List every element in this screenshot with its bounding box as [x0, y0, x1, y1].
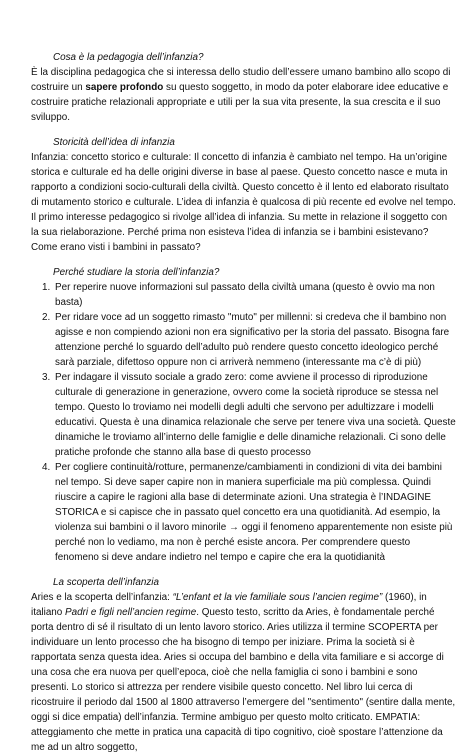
italic-text-run: “L’enfant et la vie familiale sous l’ancien regime” [172, 592, 383, 603]
section-heading-scoperta: La scoperta dell’infanzia [53, 577, 159, 588]
list-item: 3. Per indagare il vissuto sociale a grado zero: come avviene il processo di riproduzione culturale di generazione in generazione, ovvero come la società riproduce se stessa nel tempo. Questo lo troviamo nei modelli degli adulti che servono per adultizzare i modelli educativi. Questa è una dinamica relazionale che serve per tenere viva una società. Queste dinamiche le troviamo all’interno delle famiglie e delle dinamiche relazionali. Ci sono delle pratiche profonde che stanno alla base di questo processo [53, 370, 456, 460]
paragraph-pedagogia [31, 65, 456, 125]
document-page [31, 50, 456, 755]
text-run: Aries e la scoperta dell’infanzia: [31, 592, 173, 603]
text-run: su questo soggetto, in modo da poter elaborare idee educative e costruire pratiche relazionali appropriate e utili per la sua vita presente, la sua crescita e il suo sviluppo. [31, 82, 449, 123]
numbered-list [31, 280, 456, 565]
list-item: 4. Per cogliere continuità/rotture, permanenze/cambiamenti in condizioni di vita dei bambini nel tempo. Si deve saper capire non in maniera superficiale ma più complessa. Quindi riuscire a capire le ragioni alla base di determinate azioni. Una strategia è l’INDAGINE STORICA e si capisce che in passato quel concetto era una quotidianità. Ad esempio, la violenza sui bambini o il lavoro minorile → oggi il fenomeno apparentemente non esiste più perché non lo vediamo, ma non è perché esiste ancora. Per comprendere questo fenomeno si deve andare indietro nel tempo e capire che era la quotidianità [53, 460, 456, 565]
text-run: (1960), in italiano [31, 592, 427, 618]
text-run: . Questo testo, scritto da Aries, è fondamentale perché porta dentro di sé il risultato di un lento lavoro storico. Aries utilizza il termine SCOPERTA per individuare un lento processo che ha bisogno di tempo per iniziare. Prima la società si è rapportata senza questa idea. Aries si occupa del bambino e della vita familiare e si accorge di una cosa che era nuova per quell’epoca, cioè che nella famiglia ci sono i bambini e sono presenti. Lo storico si attrezza per rendere visibile questo concetto. Nel libro lui cerca di ricostruire il periodo dal 1500 al 1800 attraverso l’emergere del "sentimento" (sentire dalla mente, oggi si dice empatia) dell’infanzia. Termine ambiguo per questo molto criticato. EMPATIA: atteggiamento che mette in pratica una capacità di tipo cognitivo, cioè spostare l’attenzione da me ad un altro soggetto, [31, 607, 456, 753]
italic-text-run: Padri e figli nell’ancien regime [65, 607, 197, 618]
section-heading-pedagogia: Cosa è la pedagogia dell’infanzia? [53, 52, 204, 63]
paragraph-scoperta [31, 590, 456, 755]
text-run: È la disciplina pedagogica che si interessa dello studio dell’essere umano bambino allo scopo di costruire un [31, 67, 451, 93]
section-heading-perche: Perché studiare la storia dell’infanzia? [53, 267, 220, 278]
list-item: 1. Per reperire nuove informazioni sul passato della civiltà umana (questo è ovvio ma non basta) [53, 280, 456, 310]
paragraph-storicita: Infanzia: concetto storico e culturale: Il concetto di infanzia è cambiato nel tempo. Ha un’origine storica e culturale ed ha delle origini diverse in base al paese. Questo concetto nasce e muta in rapporto a condizioni socio-culturali della civiltà. Questo concetto è il lento ed elaborato risultato di mutamento storico e culturale. L’idea di infanzia è qualcosa di più recente ed evolve nel tempo. Il primo interesse pedagogico si rivolge all’idea di infanzia. Su mette in relazione il soggetto con la sua rielaborazione. Perché prima non esisteva l’idea di infanzia se i bambini esistevano? Come erano visti i bambini in passato? [31, 152, 456, 253]
bold-text-run: sapere profondo [85, 82, 164, 93]
list-item: 2. Per ridare voce ad un soggetto rimasto "muto" per millenni: si credeva che il bambino non agisse e non compiendo azioni non era significativo per la storia del passato. Bisogna fare attenzione perché lo sguardo dell’adulto può rendere questo concetto ideologico perché sarà parziale, difettoso oppure non ci arriverà nemmeno (interessante ma c’è di più) [53, 310, 456, 370]
section-heading-storicita: Storicità dell’idea di infanzia [53, 137, 175, 148]
